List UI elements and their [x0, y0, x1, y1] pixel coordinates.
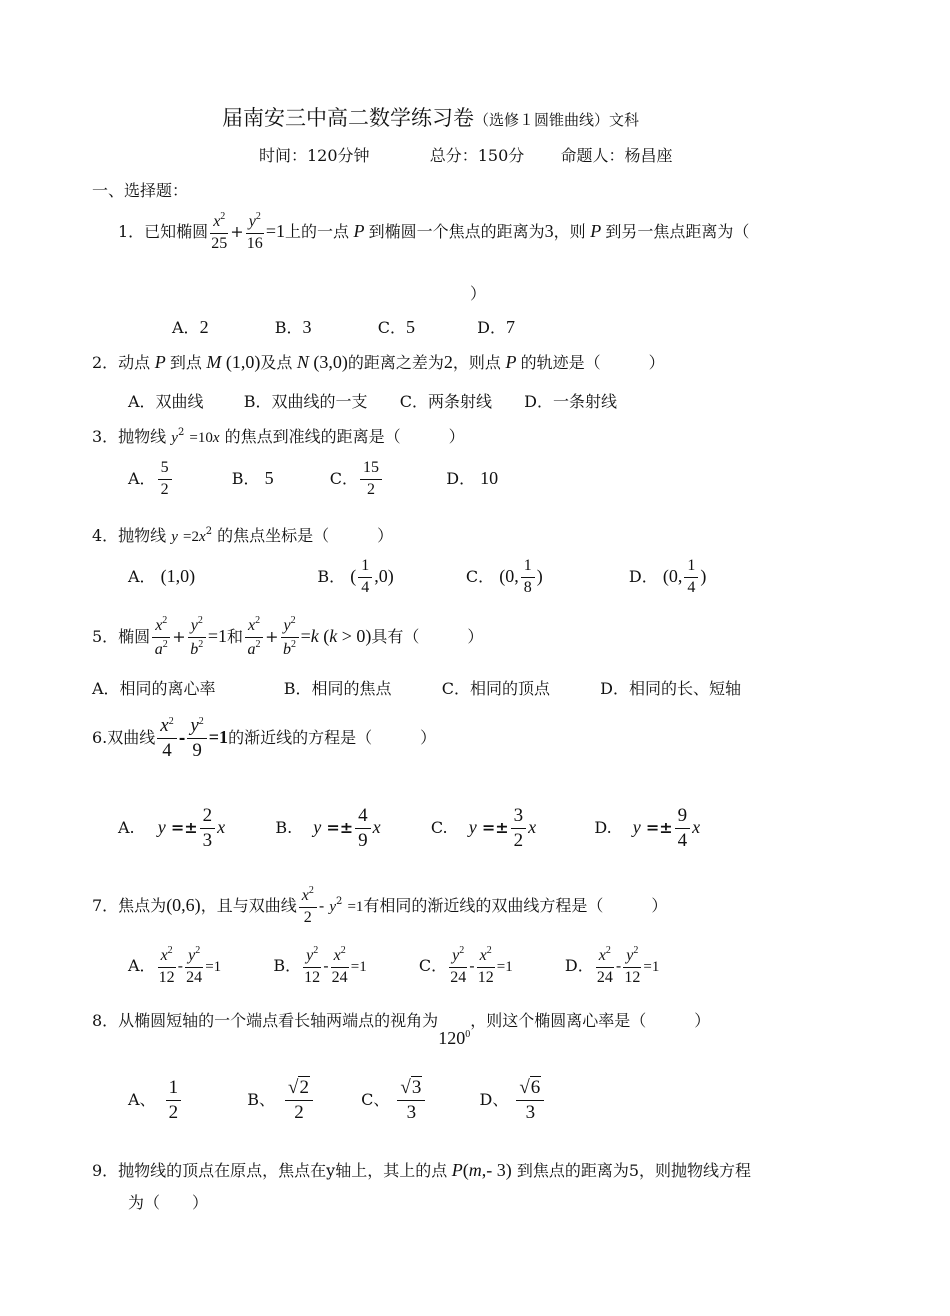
option-a[interactable]: A． [128, 955, 156, 975]
option-c[interactable]: C． [418, 955, 448, 975]
question-8-options: A、 $\frac{1}{2}$ B、 $\frac{√2}{2}$ C、 $\frac{√3}{3}$ D、 $\frac{√6}{3}$ [128, 1078, 546, 1123]
question-2: 2．动点 P 到点 M (1,0)及点 N (3,0)的距离之差为2，则点 P 的轨迹是（ ） [92, 352, 665, 372]
option-a[interactable]: A．相同的离心率 [92, 679, 216, 698]
fraction: $\frac{x^2}{25}$ [211, 211, 228, 252]
option-b[interactable]: B. [275, 817, 293, 837]
option-b[interactable]: B．相同的焦点 [283, 679, 392, 698]
fraction: $\frac{y^2}{16}$ [246, 211, 263, 252]
question-6: 6.双曲线 $\frac{x^2}{4}$ - $\frac{y^2}{9}$ =1的渐近线的方程是（ ） [92, 715, 437, 761]
question-4: 4．抛物线 $y =2x^2$ 的焦点坐标是（ ） [92, 526, 394, 545]
question-1: 1．已知椭圆 $\frac{x^2}{25}$ + $\frac{y^2}{16}$ =1上的一点 P 到椭圆一个焦点的距离为3，则 P 到另一焦点距离为（ [118, 211, 750, 252]
option-c[interactable]: C． [465, 566, 495, 586]
option-a[interactable]: A. [118, 817, 135, 837]
total-info: 总分：150分 [429, 146, 525, 165]
option-b[interactable]: B． [274, 318, 303, 337]
option-a[interactable]: A、 [128, 1089, 156, 1109]
option-d[interactable]: D． [564, 955, 594, 975]
exam-info [259, 143, 672, 166]
section-heading: 一、选择题： [92, 181, 189, 200]
option-d[interactable]: D．一条射线 [524, 392, 617, 411]
question-1-options: A．2 B．3 C．5 D．7 [172, 317, 515, 337]
option-c[interactable]: C. [430, 817, 448, 837]
question-7: 7．焦点为(0,6)，且与双曲线 $\frac{x^2}{2}$ - $y^2 =1$有相同的渐近线的双曲线方程是（ ） [92, 885, 668, 926]
option-a[interactable]: A． [128, 468, 156, 488]
question-5-options [92, 676, 741, 699]
option-d[interactable]: D． [628, 566, 658, 586]
option-c[interactable]: C． [377, 318, 406, 337]
title-main: 届南安三中高二数学练习卷 [222, 106, 474, 130]
option-d[interactable]: D. [594, 817, 612, 837]
question-9-line2: 为（ ） [128, 1193, 209, 1212]
question-3: 3．抛物线 $y^2 =10x$ 的焦点到准线的距离是（ ） [92, 427, 465, 446]
option-d[interactable]: D． [446, 468, 476, 488]
author-info: 命题人：杨昌座 [560, 146, 673, 165]
question-9: 9．抛物线的顶点在原点，焦点在y轴上，其上的点 P(m,- 3) 到焦点的距离为5，则抛物线方程 [92, 1160, 752, 1180]
option-c[interactable]: C、 [361, 1089, 390, 1109]
option-d[interactable]: D． [477, 318, 506, 337]
option-a[interactable]: A． [172, 318, 200, 337]
option-b[interactable]: B、 [247, 1089, 276, 1109]
option-b[interactable]: B．双曲线的一支 [243, 392, 368, 411]
question-3-options: A． $\frac{5}{2}$ B． 5 C． $\frac{15}{2}$ D． 10 [128, 459, 499, 498]
option-b[interactable]: B． [317, 566, 346, 586]
option-c[interactable]: C．两条射线 [399, 392, 492, 411]
question-6-options: A. y =± $\frac{2}{3}$ x B. y =± $\frac{4}{9}$ x C. y =± $\frac{3}{2}$ x D. y =± $\frac{9}{4}$ x [118, 805, 701, 851]
option-c[interactable]: C． [329, 468, 359, 488]
time-info: 时间：120分钟 [259, 146, 370, 165]
option-a[interactable]: A．双曲线 [128, 392, 204, 411]
question-1-close: ） [470, 284, 487, 303]
option-d[interactable]: D．相同的长、短轴 [600, 679, 741, 698]
option-c[interactable]: C．相同的顶点 [441, 679, 550, 698]
option-b[interactable]: B． [231, 468, 260, 488]
page-title [222, 102, 639, 132]
option-d[interactable]: D、 [479, 1089, 509, 1109]
option-b[interactable]: B． [273, 955, 302, 975]
question-2-options [128, 389, 617, 412]
question-5: 5．椭圆 $\frac{x^2}{a^2}$ + $\frac{y^2}{b^2}$ =1和 $\frac{x^2}{a^2}$ + $\frac{y^2}{b^2}$ =k (k > 0)具有（ ） [92, 615, 484, 658]
question-7-options: A． $\frac{x^2}{12}$ - $\frac{y^2}{24}$ =1 B． $\frac{y^2}{12}$ - $\frac{x^2}{24}$ =1 C． $\frac{y^2}{24}$ - $\frac{x^2}{12}$ =1 D． $\frac{x^2}{24}$ - $\frac{y^2}{12}$ =1 [128, 945, 660, 986]
question-8: 8．从椭圆短轴的一个端点看长轴两端点的视角为$120^0$，则这个椭圆离心率是（ ） [92, 1011, 711, 1048]
title-sub: （选修１圆锥曲线）文科 [474, 111, 640, 129]
option-a[interactable]: A． [128, 566, 156, 586]
question-4-options: A． (1,0) B． ( $\frac{1}{4}$ ,0) C． (0, $\frac{1}{8}$ ) D． (0, $\frac{1}{4}$ ) [128, 557, 707, 596]
